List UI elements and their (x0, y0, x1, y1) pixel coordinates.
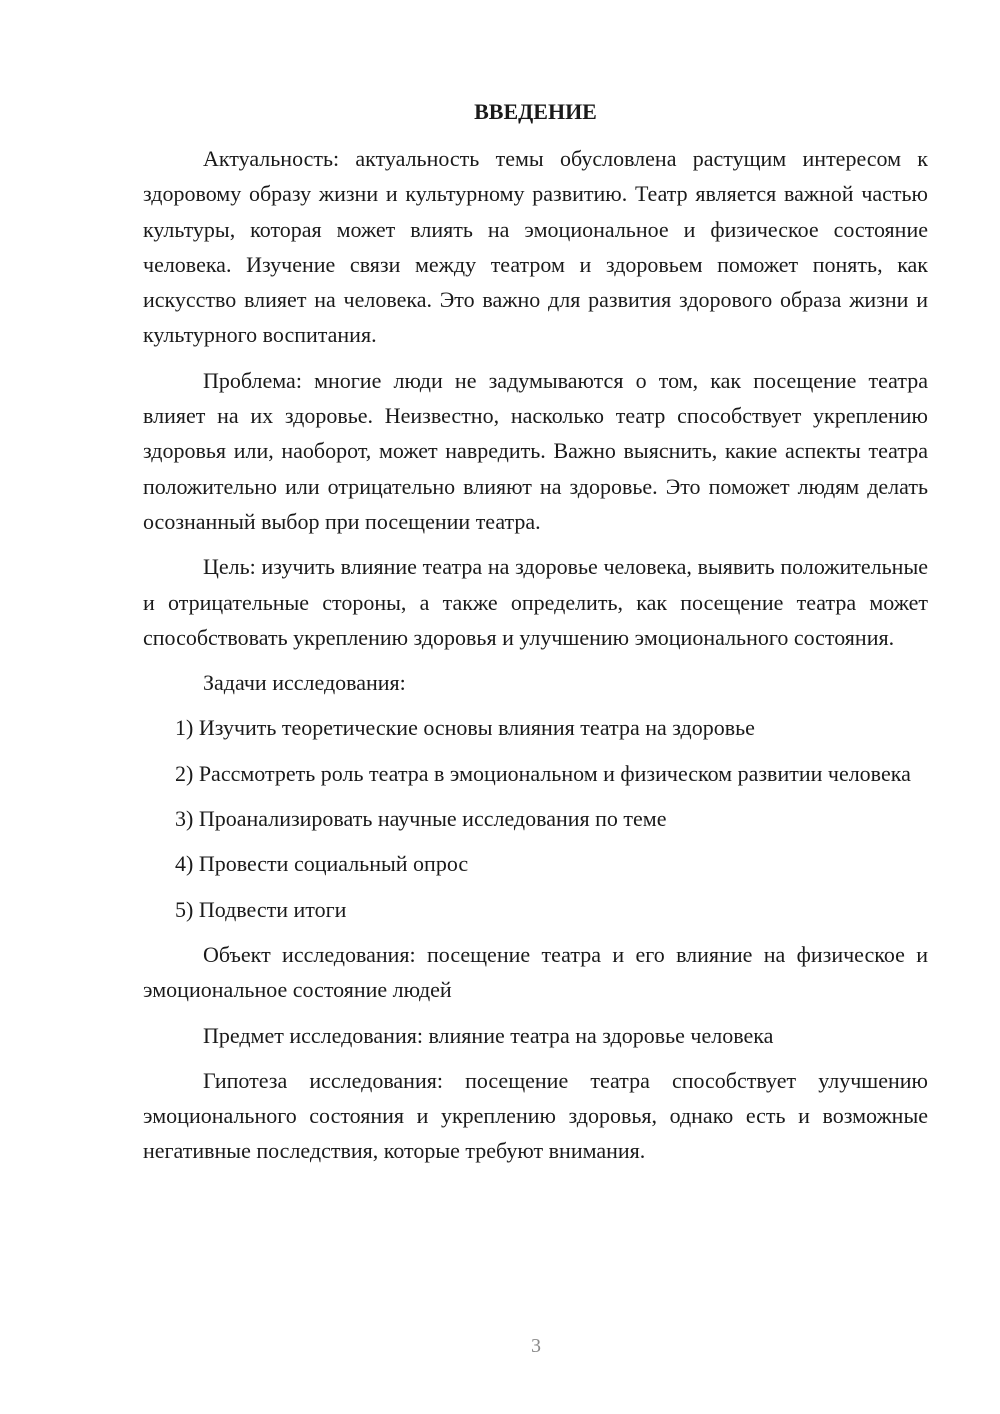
problem-paragraph: Проблема: многие люди не задумываются о том, как посещение театра влияет на их здоровье. Неизвестно, насколько театр способствует укреплению здоровья или, наоборот, может навредить. Важно выяснить, какие аспекты театра положительно или отрицательно влияют на здоровье. Это поможет людям делать осознанный выбор при посещении театра. (143, 367, 928, 534)
object-paragraph: Объект исследования: посещение театра и его влияние на физическое и эмоциональное состояние людей (143, 941, 928, 1003)
task-item: 3) Проанализировать научные исследования по теме (175, 806, 667, 832)
page-content (143, 94, 928, 1179)
task-item: 4) Провести социальный опрос (175, 851, 469, 877)
hypothesis-paragraph: Гипотеза исследования: посещение театра способствует улучшению эмоционального состояния и укреплению здоровья, однако есть и возможные негативные последствия, которые требуют внимания. (143, 1067, 928, 1164)
relevance-paragraph: Актуальность: актуальность темы обусловлена растущим интересом к здоровому образу жизни и культурному развитию. Театр является важной частью культуры, которая может влиять на эмоциональное и физическое состояние человека. Изучение связи между театром и здоровьем поможет понять, как искусство влияет на человека. Это важно для развития здорового образа жизни и культурного воспитания. (143, 146, 928, 348)
task-item: 1) Изучить теоретические основы влияния театра на здоровье (175, 715, 755, 741)
page-number: 3 (531, 1335, 541, 1357)
section-title: ВВЕДЕНИЕ (474, 99, 597, 124)
subject-paragraph: Предмет исследования: влияние театра на здоровье человека (203, 1022, 774, 1048)
task-item: 5) Подвести итоги (175, 896, 347, 922)
tasks-heading: Задачи исследования: (203, 670, 406, 696)
task-item: 2) Рассмотреть роль театра в эмоциональном и физическом развитии человека (175, 760, 911, 786)
goal-paragraph: Цель: изучить влияние театра на здоровье человека, выявить положительные и отрицательные стороны, а также определить, как посещение театра может способствовать укреплению здоровья и улучшению эмоционального состояния. (143, 554, 928, 650)
